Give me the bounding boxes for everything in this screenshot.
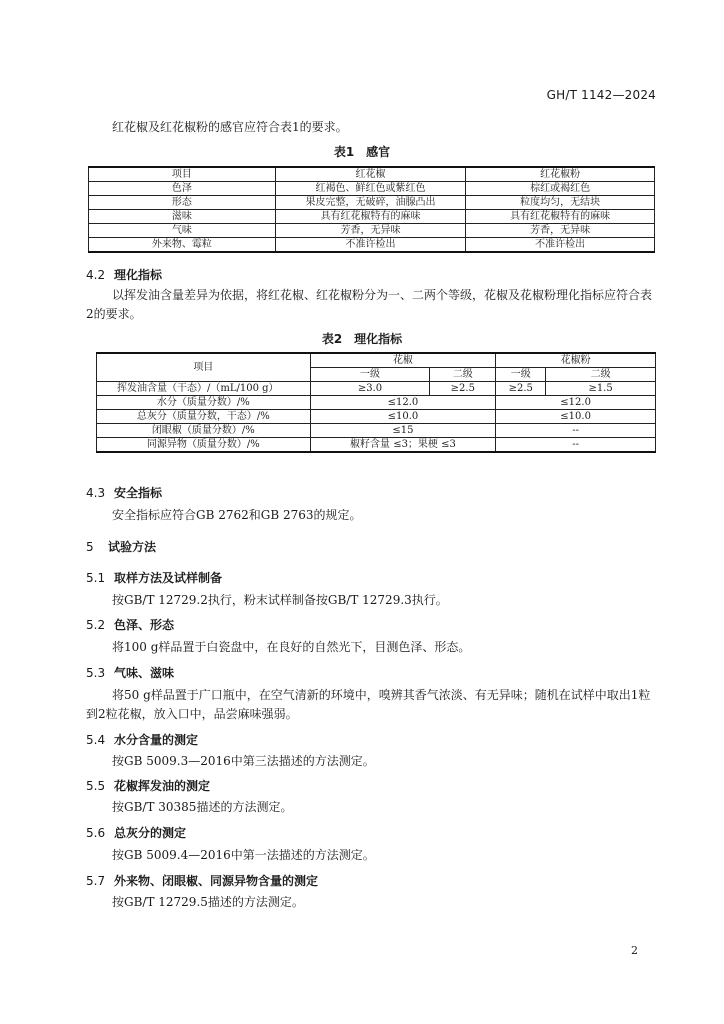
table-cell: 具有红花椒特有的麻味 bbox=[466, 210, 655, 224]
table-header-cell: 花椒粉 bbox=[496, 353, 656, 368]
table-cell: 棕红或褐红色 bbox=[466, 182, 655, 196]
document-code: GH/T 1142—2024 bbox=[546, 88, 656, 102]
table-row bbox=[97, 382, 656, 396]
table-cell: 水分（质量分数）/% bbox=[97, 396, 311, 410]
table-cell: -- bbox=[496, 438, 656, 453]
table-header-cell: 二级 bbox=[430, 368, 496, 382]
table-row bbox=[97, 353, 656, 368]
table-header-cell: 一级 bbox=[310, 368, 430, 382]
table-header-cell: 红花椒粉 bbox=[466, 167, 655, 182]
table-cell: 挥发油含量（干态）/（mL/100 g） bbox=[97, 382, 311, 396]
table-cell: 具有红花椒特有的麻味 bbox=[275, 210, 466, 224]
section-5-7-text: 按GB/T 12729.5描述的方法测定。 bbox=[112, 895, 304, 909]
section-5-6-text: 按GB 5009.4—2016中第一法描述的方法测定。 bbox=[112, 848, 375, 862]
table-cell: 同源异物（质量分数）/% bbox=[97, 438, 311, 453]
table-cell: ≥2.5 bbox=[430, 382, 496, 396]
table-cell: ≥3.0 bbox=[310, 382, 430, 396]
table-cell: ≥2.5 bbox=[496, 382, 546, 396]
table-row bbox=[89, 196, 655, 210]
table-cell: 粒度均匀，无结块 bbox=[466, 196, 655, 210]
table-cell: ≤10.0 bbox=[496, 410, 656, 424]
section-5-5-text: 按GB/T 30385描述的方法测定。 bbox=[112, 800, 293, 814]
section-4-2-heading: 4.2 理化指标 bbox=[86, 268, 163, 282]
table-row bbox=[97, 424, 656, 438]
section-5-3-text: 将50 g样品置于广口瓶中，在空气清新的环境中，嗅辨其香气浓淡、有无异味；随机在试样中取出1粒到2粒花椒，放入口中，品尝麻味强弱。 bbox=[86, 688, 651, 721]
table-cell: 不准许检出 bbox=[466, 238, 655, 253]
section-5-2-text: 将100 g样品置于白瓷盘中，在良好的自然光下，目测色泽、形态。 bbox=[112, 640, 471, 654]
table-header-cell: 一级 bbox=[496, 368, 546, 382]
table-cell: 总灰分（质量分数，干态）/% bbox=[97, 410, 311, 424]
table-cell: ≤12.0 bbox=[496, 396, 656, 410]
table-cell: ≤12.0 bbox=[310, 396, 496, 410]
section-5-1-heading: 5.1 取样方法及试样制备 bbox=[86, 571, 223, 585]
table-header-cell: 项目 bbox=[89, 167, 276, 182]
section-5-2-heading: 5.2 色泽、形态 bbox=[86, 618, 175, 632]
table-cell: 气味 bbox=[89, 224, 276, 238]
section-5-4-heading: 5.4 水分含量的测定 bbox=[86, 733, 199, 747]
table1-sensory bbox=[88, 166, 655, 253]
table-cell: -- bbox=[496, 424, 656, 438]
table-cell: ≤10.0 bbox=[310, 410, 496, 424]
table-header-cell: 花椒 bbox=[310, 353, 496, 368]
table-row bbox=[97, 396, 656, 410]
section-5-7-heading: 5.7 外来物、闭眼椒、同源异物含量的测定 bbox=[86, 874, 319, 888]
table-cell: 色泽 bbox=[89, 182, 276, 196]
table-cell: 外来物、霉粒 bbox=[89, 238, 276, 253]
table-row bbox=[97, 438, 656, 453]
section-5-heading: 5 试验方法 bbox=[86, 540, 157, 554]
section-4-2-text: 以挥发油含量差异为依据，将红花椒、红花椒粉分为一、二两个等级，花椒及花椒粉理化指标应符合表2的要求。 bbox=[86, 288, 653, 321]
table-row bbox=[89, 224, 655, 238]
table-row bbox=[89, 210, 655, 224]
table-cell: 芳香，无异味 bbox=[275, 224, 466, 238]
table-cell: 果皮完整，无破碎，油腺凸出 bbox=[275, 196, 466, 210]
table-cell: 红褐色、鲜红色或紫红色 bbox=[275, 182, 466, 196]
table2-physicochemical bbox=[96, 352, 656, 453]
table-header-cell: 红花椒 bbox=[275, 167, 466, 182]
section-5-5-heading: 5.5 花椒挥发油的测定 bbox=[86, 779, 211, 793]
table-cell: 椒籽含量 ≤3；果梗 ≤3 bbox=[310, 438, 496, 453]
table-cell: ≤15 bbox=[310, 424, 496, 438]
section-5-6-heading: 5.6 总灰分的测定 bbox=[86, 826, 187, 840]
table-cell: 芳香，无异味 bbox=[466, 224, 655, 238]
table-row bbox=[97, 410, 656, 424]
section-5-3-heading: 5.3 气味、滋味 bbox=[86, 666, 175, 680]
table-cell: ≥1.5 bbox=[546, 382, 656, 396]
table-row bbox=[89, 238, 655, 253]
table1-caption: 表1 感官 bbox=[333, 145, 391, 159]
section-5-1-text: 按GB/T 12729.2执行，粉末试样制备按GB/T 12729.3执行。 bbox=[112, 593, 448, 607]
table-header-cell: 项目 bbox=[97, 353, 311, 382]
section-5-4-text: 按GB 5009.3—2016中第三法描述的方法测定。 bbox=[112, 754, 375, 768]
table-cell: 形态 bbox=[89, 196, 276, 210]
table-cell: 滋味 bbox=[89, 210, 276, 224]
table-cell: 不准许检出 bbox=[275, 238, 466, 253]
section-4-3-heading: 4.3 安全指标 bbox=[86, 486, 163, 500]
intro-paragraph: 红花椒及红花椒粉的感官应符合表1的要求。 bbox=[112, 120, 348, 134]
page-number: 2 bbox=[631, 944, 638, 957]
table-header-cell: 二级 bbox=[546, 368, 656, 382]
table2-caption: 表2 理化指标 bbox=[321, 332, 403, 346]
table1-body bbox=[89, 167, 655, 252]
table-row bbox=[89, 167, 655, 182]
table-row bbox=[89, 182, 655, 196]
section-4-3-text: 安全指标应符合GB 2762和GB 2763的规定。 bbox=[112, 508, 362, 522]
table-cell: 闭眼椒（质量分数）/% bbox=[97, 424, 311, 438]
